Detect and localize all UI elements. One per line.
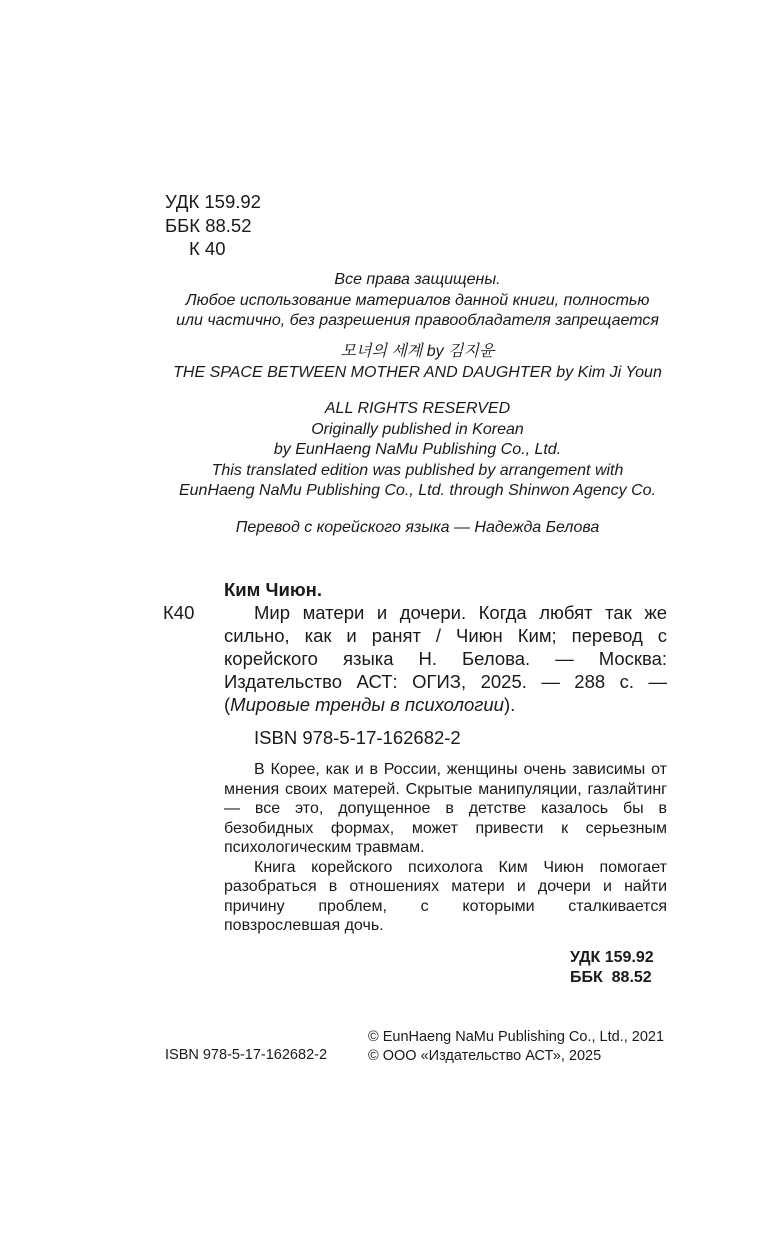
copyright-line: © EunHaeng NaMu Publishing Co., Ltd., 2021: [368, 1029, 665, 1045]
classification-block: [165, 190, 261, 261]
udk-code: УДК 159.92: [165, 191, 261, 212]
isbn-main: ISBN 978-5-17-162682-2: [254, 727, 461, 748]
bibliography-description: [224, 601, 667, 716]
original-title-block: [140, 342, 695, 383]
annotation-paragraph: В Корее, как и в России, женщины очень зависимы от мнения своих матерей. Скрытые манипуляции, газлайтинг — все это, допущенное в детстве казалось бы в безобидных формах, может привести к серьезным психологическим травмам.: [224, 761, 667, 856]
arrangement-line: Originally published in Korean: [311, 420, 524, 438]
isbn-bottom: ISBN 978-5-17-162682-2: [165, 1047, 328, 1063]
annotation: [224, 760, 667, 936]
bbk-bottom: ББК 88.52: [570, 969, 652, 986]
rights-notice-ru: [140, 270, 695, 332]
arrangement-line: This translated edition was published by arrangement with: [211, 461, 624, 479]
bibliography-text-end: ).: [503, 694, 516, 715]
rights-line: или частично, без разрешения правообладателя запрещается: [176, 312, 659, 329]
bibliography-mark: К40: [163, 602, 195, 623]
arrangement-notice: [140, 399, 695, 502]
copyright-line: © ООО «Издательство АСТ», 2025: [368, 1048, 602, 1064]
arrangement-line: EunHaeng NaMu Publishing Co., Ltd. through Shinwon Agency Co.: [178, 482, 657, 499]
english-title: THE SPACE BETWEEN MOTHER AND DAUGHTER by Kim Ji Youn: [173, 363, 662, 381]
bbk-code: ББК 88.52: [165, 214, 252, 236]
copyright-block: [368, 1028, 664, 1066]
rights-line: Любое использование материалов данной книги, полностью: [185, 291, 650, 309]
translator-credit: Перевод с корейского языка — Надежда Белова: [235, 519, 600, 536]
rights-line: Все права защищены.: [334, 271, 501, 288]
udk-bottom-block: [570, 948, 654, 988]
bibliography-author: Ким Чиюн.: [224, 579, 322, 600]
author-mark: К 40: [189, 238, 226, 259]
arrangement-line: ALL RIGHTS RESERVED: [324, 400, 511, 417]
korean-title: 모녀의 세계 by 김지윤: [340, 343, 495, 360]
series-title: Мировые тренды в психологии: [230, 694, 504, 715]
bibliography-text: Мир матери и дочери. Когда любят так же сильно, как и ранят / Чиюн Ким; перевод с корейского языка Н. Белова. — Москва: Издательство АСТ: ОГИЗ, 2025. — 288 с. — (: [224, 602, 667, 715]
arrangement-line: by EunHaeng NaMu Publishing Co., Ltd.: [273, 441, 562, 458]
udk-bottom: УДК 159.92: [570, 949, 654, 966]
annotation-paragraph: Книга корейского психолога Ким Чиюн помогает разобраться в отношениях матери и дочери и найти причину проблем, с которыми сталкивается повзрослевшая дочь.: [224, 858, 667, 934]
